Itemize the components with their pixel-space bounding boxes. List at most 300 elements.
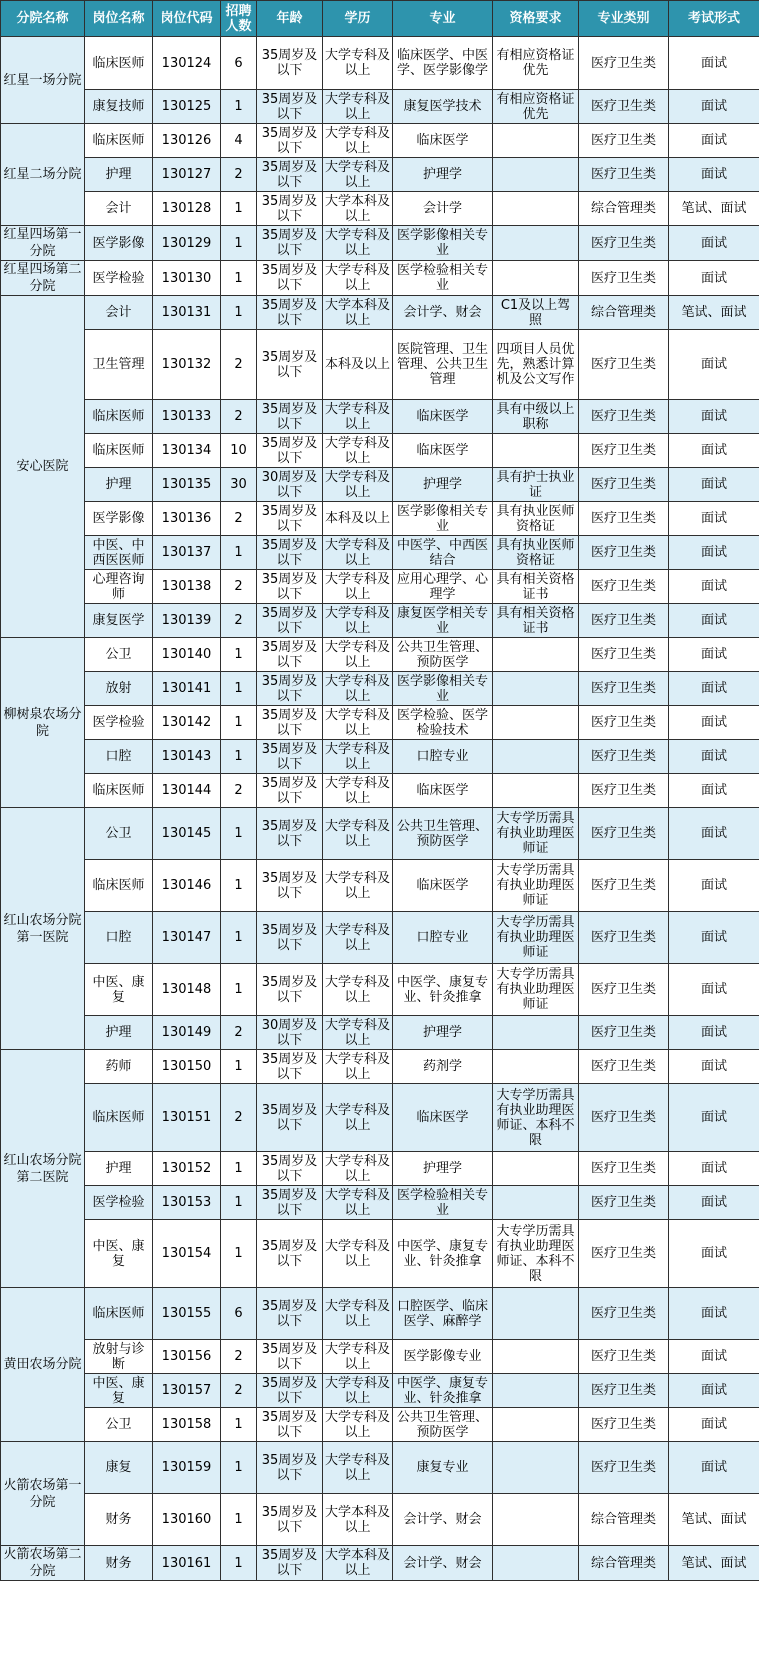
exam-cell: 面试 bbox=[669, 37, 759, 90]
branch-name-cell: 火箭农场第一分院 bbox=[1, 1442, 85, 1546]
post-cell: 临床医师 bbox=[85, 1084, 153, 1152]
education-cell: 大学专科及以上 bbox=[323, 434, 393, 468]
education-cell: 大学专科及以上 bbox=[323, 964, 393, 1016]
exam-cell: 面试 bbox=[669, 964, 759, 1016]
exam-cell: 面试 bbox=[669, 1288, 759, 1340]
count-cell: 2 bbox=[221, 158, 257, 192]
post-cell: 中医、康复 bbox=[85, 1374, 153, 1408]
branch-name-cell: 柳树泉农场分院 bbox=[1, 638, 85, 808]
major-cell: 公共卫生管理、预防医学 bbox=[393, 808, 493, 860]
qualification-cell: 具有相关资格证书 bbox=[493, 570, 579, 604]
table-row bbox=[1, 1340, 759, 1374]
education-cell: 大学专科及以上 bbox=[323, 400, 393, 434]
age-cell: 35周岁及以下 bbox=[257, 604, 323, 638]
major-cell: 公共卫生管理、预防医学 bbox=[393, 638, 493, 672]
category-cell: 医疗卫生类 bbox=[579, 261, 669, 296]
education-cell: 大学专科及以上 bbox=[323, 1442, 393, 1494]
major-cell: 护理学 bbox=[393, 1152, 493, 1186]
qualification-cell bbox=[493, 1408, 579, 1442]
header-row bbox=[1, 1, 759, 37]
exam-cell: 面试 bbox=[669, 570, 759, 604]
count-cell: 1 bbox=[221, 1220, 257, 1288]
qualification-cell: 有相应资格证优先 bbox=[493, 90, 579, 124]
code-cell: 130147 bbox=[153, 912, 221, 964]
count-cell: 2 bbox=[221, 604, 257, 638]
category-cell: 医疗卫生类 bbox=[579, 964, 669, 1016]
table-row bbox=[1, 261, 759, 296]
exam-cell: 笔试、面试 bbox=[669, 192, 759, 226]
exam-cell: 面试 bbox=[669, 1050, 759, 1084]
count-cell: 1 bbox=[221, 740, 257, 774]
table-row bbox=[1, 400, 759, 434]
education-cell: 大学专科及以上 bbox=[323, 638, 393, 672]
qualification-cell bbox=[493, 124, 579, 158]
education-cell: 大学专科及以上 bbox=[323, 37, 393, 90]
exam-cell: 面试 bbox=[669, 158, 759, 192]
count-cell: 2 bbox=[221, 570, 257, 604]
age-cell: 35周岁及以下 bbox=[257, 330, 323, 400]
major-cell: 口腔医学、临床医学、麻醉学 bbox=[393, 1288, 493, 1340]
category-cell: 医疗卫生类 bbox=[579, 330, 669, 400]
education-cell: 大学专科及以上 bbox=[323, 158, 393, 192]
education-cell: 大学专科及以上 bbox=[323, 1288, 393, 1340]
exam-cell: 面试 bbox=[669, 740, 759, 774]
count-cell: 1 bbox=[221, 912, 257, 964]
count-cell: 1 bbox=[221, 672, 257, 706]
code-cell: 130160 bbox=[153, 1494, 221, 1546]
post-cell: 中医、康复 bbox=[85, 964, 153, 1016]
exam-cell: 面试 bbox=[669, 330, 759, 400]
post-cell: 药师 bbox=[85, 1050, 153, 1084]
post-cell: 中医、康复 bbox=[85, 1220, 153, 1288]
qualification-cell bbox=[493, 638, 579, 672]
code-cell: 130128 bbox=[153, 192, 221, 226]
education-cell: 大学专科及以上 bbox=[323, 124, 393, 158]
exam-cell: 面试 bbox=[669, 1340, 759, 1374]
education-cell: 大学本科及以上 bbox=[323, 1494, 393, 1546]
count-cell: 1 bbox=[221, 1546, 257, 1581]
table-row bbox=[1, 37, 759, 90]
category-cell: 医疗卫生类 bbox=[579, 158, 669, 192]
qualification-cell: 大专学历需具有执业助理医师证 bbox=[493, 860, 579, 912]
age-cell: 35周岁及以下 bbox=[257, 1494, 323, 1546]
category-cell: 医疗卫生类 bbox=[579, 860, 669, 912]
exam-cell: 面试 bbox=[669, 1220, 759, 1288]
table-row bbox=[1, 1442, 759, 1494]
table-row bbox=[1, 296, 759, 330]
qualification-cell bbox=[493, 1050, 579, 1084]
code-cell: 130153 bbox=[153, 1186, 221, 1220]
qualification-cell bbox=[493, 226, 579, 261]
major-cell: 临床医学 bbox=[393, 400, 493, 434]
code-cell: 130134 bbox=[153, 434, 221, 468]
education-cell: 大学本科及以上 bbox=[323, 1546, 393, 1581]
age-cell: 35周岁及以下 bbox=[257, 90, 323, 124]
major-cell: 临床医学 bbox=[393, 124, 493, 158]
major-cell: 口腔专业 bbox=[393, 912, 493, 964]
qualification-cell bbox=[493, 1016, 579, 1050]
post-cell: 口腔 bbox=[85, 740, 153, 774]
age-cell: 35周岁及以下 bbox=[257, 1152, 323, 1186]
major-cell: 护理学 bbox=[393, 1016, 493, 1050]
education-cell: 大学专科及以上 bbox=[323, 1152, 393, 1186]
major-cell: 中医学、康复专业、针灸推拿 bbox=[393, 1220, 493, 1288]
exam-cell: 面试 bbox=[669, 400, 759, 434]
post-cell: 护理 bbox=[85, 1016, 153, 1050]
branch-name-cell: 红山农场分院第一医院 bbox=[1, 808, 85, 1050]
age-cell: 35周岁及以下 bbox=[257, 1084, 323, 1152]
major-cell: 药剂学 bbox=[393, 1050, 493, 1084]
major-cell: 临床医学、中医学、医学影像学 bbox=[393, 37, 493, 90]
branch-name-cell: 红星四场第一分院 bbox=[1, 226, 85, 261]
education-cell: 大学专科及以上 bbox=[323, 912, 393, 964]
count-cell: 2 bbox=[221, 502, 257, 536]
age-cell: 35周岁及以下 bbox=[257, 672, 323, 706]
exam-cell: 面试 bbox=[669, 468, 759, 502]
table-row bbox=[1, 468, 759, 502]
exam-cell: 笔试、面试 bbox=[669, 1494, 759, 1546]
qualification-cell: 具有中级以上职称 bbox=[493, 400, 579, 434]
table-row bbox=[1, 638, 759, 672]
category-cell: 医疗卫生类 bbox=[579, 604, 669, 638]
age-cell: 35周岁及以下 bbox=[257, 570, 323, 604]
education-cell: 大学专科及以上 bbox=[323, 570, 393, 604]
count-cell: 1 bbox=[221, 226, 257, 261]
major-cell: 医学影像相关专业 bbox=[393, 226, 493, 261]
post-cell: 公卫 bbox=[85, 808, 153, 860]
education-cell: 大学专科及以上 bbox=[323, 860, 393, 912]
post-cell: 卫生管理 bbox=[85, 330, 153, 400]
age-cell: 35周岁及以下 bbox=[257, 1288, 323, 1340]
exam-cell: 面试 bbox=[669, 1152, 759, 1186]
qualification-cell: 大专学历需具有执业助理医师证、本科不限 bbox=[493, 1084, 579, 1152]
category-cell: 医疗卫生类 bbox=[579, 1288, 669, 1340]
qualification-cell: C1及以上驾照 bbox=[493, 296, 579, 330]
code-cell: 130135 bbox=[153, 468, 221, 502]
category-cell: 综合管理类 bbox=[579, 296, 669, 330]
post-cell: 会计 bbox=[85, 192, 153, 226]
exam-cell: 面试 bbox=[669, 706, 759, 740]
code-cell: 130150 bbox=[153, 1050, 221, 1084]
age-cell: 35周岁及以下 bbox=[257, 400, 323, 434]
post-cell: 医学影像 bbox=[85, 226, 153, 261]
education-cell: 大学本科及以上 bbox=[323, 296, 393, 330]
exam-cell: 面试 bbox=[669, 124, 759, 158]
major-cell: 会计学 bbox=[393, 192, 493, 226]
exam-cell: 面试 bbox=[669, 1442, 759, 1494]
age-cell: 35周岁及以下 bbox=[257, 1546, 323, 1581]
major-cell: 公共卫生管理、预防医学 bbox=[393, 1408, 493, 1442]
education-cell: 大学专科及以上 bbox=[323, 1340, 393, 1374]
age-cell: 35周岁及以下 bbox=[257, 1186, 323, 1220]
qualification-cell bbox=[493, 158, 579, 192]
category-cell: 医疗卫生类 bbox=[579, 37, 669, 90]
age-cell: 35周岁及以下 bbox=[257, 1442, 323, 1494]
code-cell: 130126 bbox=[153, 124, 221, 158]
qualification-cell: 有相应资格证优先 bbox=[493, 37, 579, 90]
exam-cell: 笔试、面试 bbox=[669, 296, 759, 330]
post-cell: 放射与诊断 bbox=[85, 1340, 153, 1374]
post-cell: 会计 bbox=[85, 296, 153, 330]
qualification-cell bbox=[493, 774, 579, 808]
education-cell: 大学专科及以上 bbox=[323, 604, 393, 638]
category-cell: 医疗卫生类 bbox=[579, 502, 669, 536]
table-row bbox=[1, 90, 759, 124]
post-cell: 护理 bbox=[85, 158, 153, 192]
category-cell: 医疗卫生类 bbox=[579, 1442, 669, 1494]
education-cell: 大学专科及以上 bbox=[323, 1220, 393, 1288]
major-cell: 应用心理学、心理学 bbox=[393, 570, 493, 604]
qualification-cell bbox=[493, 192, 579, 226]
table-row bbox=[1, 808, 759, 860]
age-cell: 35周岁及以下 bbox=[257, 638, 323, 672]
major-cell: 康复专业 bbox=[393, 1442, 493, 1494]
major-cell: 会计学、财会 bbox=[393, 1494, 493, 1546]
category-cell: 医疗卫生类 bbox=[579, 706, 669, 740]
table-row bbox=[1, 434, 759, 468]
post-cell: 临床医师 bbox=[85, 774, 153, 808]
education-cell: 大学专科及以上 bbox=[323, 1186, 393, 1220]
count-cell: 6 bbox=[221, 37, 257, 90]
education-cell: 大学专科及以上 bbox=[323, 1050, 393, 1084]
count-cell: 10 bbox=[221, 434, 257, 468]
category-cell: 医疗卫生类 bbox=[579, 226, 669, 261]
major-cell: 医院管理、卫生管理、公共卫生管理 bbox=[393, 330, 493, 400]
education-cell: 大学专科及以上 bbox=[323, 1374, 393, 1408]
code-cell: 130152 bbox=[153, 1152, 221, 1186]
category-cell: 医疗卫生类 bbox=[579, 1220, 669, 1288]
category-cell: 医疗卫生类 bbox=[579, 468, 669, 502]
exam-cell: 面试 bbox=[669, 536, 759, 570]
code-cell: 130133 bbox=[153, 400, 221, 434]
code-cell: 130143 bbox=[153, 740, 221, 774]
education-cell: 大学专科及以上 bbox=[323, 468, 393, 502]
major-cell: 护理学 bbox=[393, 468, 493, 502]
code-cell: 130146 bbox=[153, 860, 221, 912]
count-cell: 1 bbox=[221, 638, 257, 672]
education-cell: 大学本科及以上 bbox=[323, 192, 393, 226]
code-cell: 130142 bbox=[153, 706, 221, 740]
major-cell: 医学影像专业 bbox=[393, 1340, 493, 1374]
count-cell: 1 bbox=[221, 860, 257, 912]
age-cell: 35周岁及以下 bbox=[257, 1408, 323, 1442]
code-cell: 130161 bbox=[153, 1546, 221, 1581]
age-cell: 35周岁及以下 bbox=[257, 964, 323, 1016]
exam-cell: 面试 bbox=[669, 434, 759, 468]
post-cell: 护理 bbox=[85, 1152, 153, 1186]
age-cell: 35周岁及以下 bbox=[257, 774, 323, 808]
qualification-cell: 具有护士执业证 bbox=[493, 468, 579, 502]
code-cell: 130156 bbox=[153, 1340, 221, 1374]
post-cell: 放射 bbox=[85, 672, 153, 706]
count-cell: 2 bbox=[221, 1340, 257, 1374]
category-cell: 综合管理类 bbox=[579, 1494, 669, 1546]
education-cell: 大学专科及以上 bbox=[323, 226, 393, 261]
age-cell: 35周岁及以下 bbox=[257, 1374, 323, 1408]
qualification-cell: 具有执业医师资格证 bbox=[493, 536, 579, 570]
count-cell: 1 bbox=[221, 192, 257, 226]
exam-cell: 面试 bbox=[669, 226, 759, 261]
code-cell: 130129 bbox=[153, 226, 221, 261]
qualification-cell bbox=[493, 1186, 579, 1220]
qualification-cell bbox=[493, 434, 579, 468]
category-cell: 综合管理类 bbox=[579, 1546, 669, 1581]
education-cell: 大学专科及以上 bbox=[323, 1408, 393, 1442]
count-cell: 2 bbox=[221, 1374, 257, 1408]
major-cell: 护理学 bbox=[393, 158, 493, 192]
major-cell: 中医学、中西医结合 bbox=[393, 536, 493, 570]
post-cell: 护理 bbox=[85, 468, 153, 502]
education-cell: 大学专科及以上 bbox=[323, 706, 393, 740]
exam-cell: 面试 bbox=[669, 638, 759, 672]
table-row bbox=[1, 1494, 759, 1546]
major-cell: 临床医学 bbox=[393, 434, 493, 468]
code-cell: 130159 bbox=[153, 1442, 221, 1494]
table-row bbox=[1, 502, 759, 536]
category-cell: 医疗卫生类 bbox=[579, 434, 669, 468]
table-row bbox=[1, 1084, 759, 1152]
col-header-qualification: 资格要求 bbox=[493, 1, 579, 37]
post-cell: 医学检验 bbox=[85, 706, 153, 740]
age-cell: 35周岁及以下 bbox=[257, 434, 323, 468]
count-cell: 1 bbox=[221, 1442, 257, 1494]
major-cell: 医学影像相关专业 bbox=[393, 672, 493, 706]
qualification-cell: 大专学历需具有执业助理医师证 bbox=[493, 912, 579, 964]
major-cell: 康复医学相关专业 bbox=[393, 604, 493, 638]
qualification-cell bbox=[493, 1340, 579, 1374]
code-cell: 130124 bbox=[153, 37, 221, 90]
major-cell: 中医学、康复专业、针灸推拿 bbox=[393, 964, 493, 1016]
table-row bbox=[1, 740, 759, 774]
exam-cell: 面试 bbox=[669, 912, 759, 964]
age-cell: 35周岁及以下 bbox=[257, 740, 323, 774]
code-cell: 130149 bbox=[153, 1016, 221, 1050]
count-cell: 30 bbox=[221, 468, 257, 502]
code-cell: 130138 bbox=[153, 570, 221, 604]
qualification-cell bbox=[493, 1494, 579, 1546]
exam-cell: 面试 bbox=[669, 502, 759, 536]
count-cell: 1 bbox=[221, 261, 257, 296]
table-row bbox=[1, 1288, 759, 1340]
table-row bbox=[1, 774, 759, 808]
branch-name-cell: 黄田农场分院 bbox=[1, 1288, 85, 1442]
age-cell: 35周岁及以下 bbox=[257, 1050, 323, 1084]
count-cell: 1 bbox=[221, 1050, 257, 1084]
table-row bbox=[1, 1374, 759, 1408]
category-cell: 医疗卫生类 bbox=[579, 774, 669, 808]
table-row bbox=[1, 1050, 759, 1084]
qualification-cell: 大专学历需具有执业助理医师证、本科不限 bbox=[493, 1220, 579, 1288]
branch-name-cell: 红星一场分院 bbox=[1, 37, 85, 124]
category-cell: 医疗卫生类 bbox=[579, 1152, 669, 1186]
category-cell: 医疗卫生类 bbox=[579, 912, 669, 964]
major-cell: 康复医学技术 bbox=[393, 90, 493, 124]
education-cell: 大学专科及以上 bbox=[323, 536, 393, 570]
post-cell: 财务 bbox=[85, 1546, 153, 1581]
count-cell: 1 bbox=[221, 1408, 257, 1442]
education-cell: 大学专科及以上 bbox=[323, 1084, 393, 1152]
code-cell: 130155 bbox=[153, 1288, 221, 1340]
count-cell: 2 bbox=[221, 774, 257, 808]
exam-cell: 面试 bbox=[669, 672, 759, 706]
branch-name-cell: 红山农场分院第二医院 bbox=[1, 1050, 85, 1288]
code-cell: 130130 bbox=[153, 261, 221, 296]
post-cell: 康复医学 bbox=[85, 604, 153, 638]
exam-cell: 面试 bbox=[669, 1374, 759, 1408]
age-cell: 35周岁及以下 bbox=[257, 261, 323, 296]
col-header-major: 专业 bbox=[393, 1, 493, 37]
category-cell: 医疗卫生类 bbox=[579, 1340, 669, 1374]
code-cell: 130144 bbox=[153, 774, 221, 808]
education-cell: 大学专科及以上 bbox=[323, 808, 393, 860]
age-cell: 35周岁及以下 bbox=[257, 296, 323, 330]
post-cell: 康复技师 bbox=[85, 90, 153, 124]
qualification-cell bbox=[493, 1442, 579, 1494]
count-cell: 2 bbox=[221, 330, 257, 400]
category-cell: 医疗卫生类 bbox=[579, 1374, 669, 1408]
table-row bbox=[1, 1220, 759, 1288]
table-row bbox=[1, 672, 759, 706]
code-cell: 130145 bbox=[153, 808, 221, 860]
age-cell: 35周岁及以下 bbox=[257, 192, 323, 226]
education-cell: 大学专科及以上 bbox=[323, 90, 393, 124]
count-cell: 1 bbox=[221, 706, 257, 740]
exam-cell: 面试 bbox=[669, 1084, 759, 1152]
post-cell: 临床医师 bbox=[85, 124, 153, 158]
major-cell: 临床医学 bbox=[393, 860, 493, 912]
major-cell: 临床医学 bbox=[393, 774, 493, 808]
count-cell: 1 bbox=[221, 90, 257, 124]
qualification-cell bbox=[493, 672, 579, 706]
post-cell: 医学检验 bbox=[85, 261, 153, 296]
branch-name-cell: 安心医院 bbox=[1, 296, 85, 638]
age-cell: 30周岁及以下 bbox=[257, 1016, 323, 1050]
category-cell: 医疗卫生类 bbox=[579, 124, 669, 158]
major-cell: 口腔专业 bbox=[393, 740, 493, 774]
exam-cell: 面试 bbox=[669, 1016, 759, 1050]
major-cell: 医学检验、医学检验技术 bbox=[393, 706, 493, 740]
table-row bbox=[1, 158, 759, 192]
major-cell: 医学检验相关专业 bbox=[393, 1186, 493, 1220]
table-row bbox=[1, 1186, 759, 1220]
code-cell: 130157 bbox=[153, 1374, 221, 1408]
category-cell: 医疗卫生类 bbox=[579, 672, 669, 706]
education-cell: 本科及以上 bbox=[323, 502, 393, 536]
table-row bbox=[1, 706, 759, 740]
qualification-cell: 具有执业医师资格证 bbox=[493, 502, 579, 536]
count-cell: 1 bbox=[221, 1152, 257, 1186]
table-row bbox=[1, 330, 759, 400]
code-cell: 130132 bbox=[153, 330, 221, 400]
age-cell: 35周岁及以下 bbox=[257, 536, 323, 570]
code-cell: 130139 bbox=[153, 604, 221, 638]
code-cell: 130151 bbox=[153, 1084, 221, 1152]
count-cell: 2 bbox=[221, 400, 257, 434]
age-cell: 35周岁及以下 bbox=[257, 706, 323, 740]
post-cell: 临床医师 bbox=[85, 434, 153, 468]
branch-name-cell: 火箭农场第二分院 bbox=[1, 1546, 85, 1581]
post-cell: 医学检验 bbox=[85, 1186, 153, 1220]
exam-cell: 面试 bbox=[669, 1408, 759, 1442]
count-cell: 2 bbox=[221, 1084, 257, 1152]
code-cell: 130125 bbox=[153, 90, 221, 124]
code-cell: 130140 bbox=[153, 638, 221, 672]
table-row bbox=[1, 964, 759, 1016]
major-cell: 会计学、财会 bbox=[393, 296, 493, 330]
col-header-category: 专业类别 bbox=[579, 1, 669, 37]
col-header-count: 招聘人数 bbox=[221, 1, 257, 37]
education-cell: 大学专科及以上 bbox=[323, 774, 393, 808]
